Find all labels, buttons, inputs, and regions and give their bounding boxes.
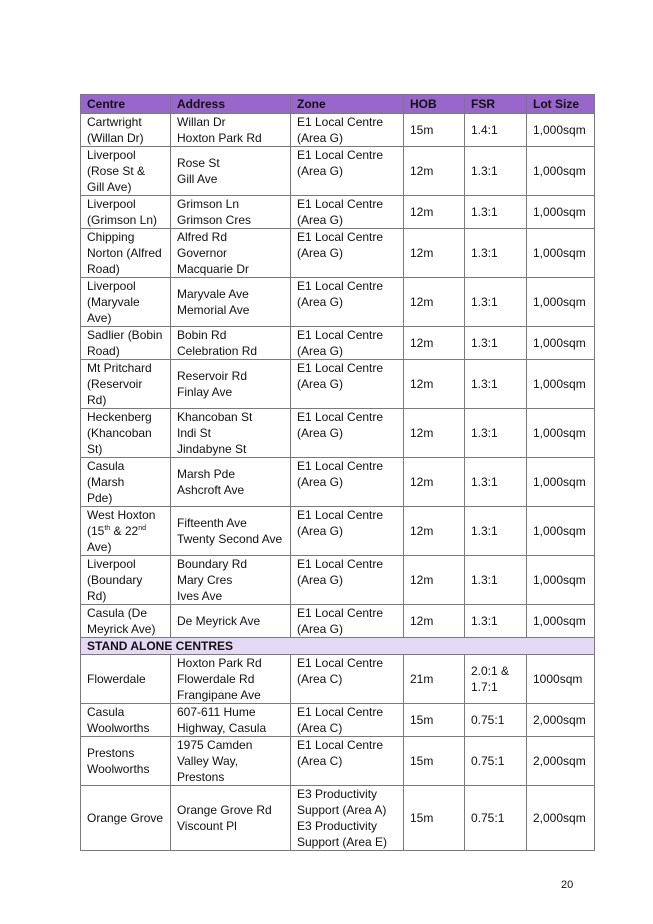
- zone-cell: [291, 704, 404, 737]
- table-row: [81, 507, 595, 556]
- lot-size-cell: 1,000sqm: [527, 605, 595, 638]
- cell-line: E1 Local Centre: [297, 148, 384, 162]
- address-cell: [171, 704, 291, 737]
- centre-cell: [81, 737, 171, 786]
- header-zone: Zone: [291, 95, 404, 114]
- section-row: [81, 638, 595, 655]
- cell-line: Boundary Rd: [177, 557, 248, 571]
- cell-line: Liverpool: [87, 148, 136, 162]
- hob-cell: 15m: [404, 737, 465, 786]
- address-cell: [171, 147, 291, 196]
- cell-line: (Area C): [297, 754, 343, 768]
- cell-line: (Area G): [297, 213, 344, 227]
- zone-cell: [291, 737, 404, 786]
- table-row: [81, 327, 595, 360]
- centre-cell: [81, 147, 171, 196]
- address-cell: [171, 605, 291, 638]
- cell-line: (Area G): [297, 475, 344, 489]
- hob-cell: 12m: [404, 409, 465, 458]
- fsr-cell: [465, 786, 527, 851]
- table-row: [81, 360, 595, 409]
- fsr-cell: [465, 704, 527, 737]
- section-heading: STAND ALONE CENTRES: [81, 638, 595, 655]
- cell-line: 607-611 Hume: [177, 705, 256, 719]
- cell-line: Meyrick Ave): [87, 622, 156, 636]
- fsr-cell: 1.3:1: [465, 360, 527, 409]
- address-cell: [171, 360, 291, 409]
- cell-line: Reservoir Rd: [177, 369, 248, 383]
- cell-line: Fifteenth Ave: [177, 516, 247, 530]
- address-cell: [171, 327, 291, 360]
- zone-cell: [291, 409, 404, 458]
- cell-line: 1975 Camden: [177, 738, 253, 752]
- cell-line: Khancoban St: [177, 410, 253, 424]
- cell-line: Chipping: [87, 230, 135, 244]
- cell-line: Road): [87, 344, 120, 358]
- cell-line: Twenty Second Ave: [177, 532, 283, 546]
- cell-line: E1 Local Centre: [297, 459, 384, 473]
- fsr-cell: [465, 737, 527, 786]
- cell-line: Casula (Marsh: [87, 459, 125, 489]
- centre-cell: [81, 507, 171, 556]
- header-address: Address: [171, 95, 291, 114]
- lot-size-cell: 2,000sqm: [527, 786, 595, 851]
- cell-line: (Area G): [297, 573, 344, 587]
- cell-line: Casula (De: [87, 606, 148, 620]
- zone-cell: [291, 556, 404, 605]
- lot-size-cell: 1,000sqm: [527, 196, 595, 229]
- table-row: [81, 704, 595, 737]
- cell-line: Support (Area E): [297, 835, 388, 849]
- address-cell: [171, 409, 291, 458]
- table-row: [81, 147, 595, 196]
- cell-line: Ashcroft Ave: [177, 483, 245, 497]
- table-row: [81, 655, 595, 704]
- lot-size-cell: 1,000sqm: [527, 327, 595, 360]
- lot-size-cell: 1,000sqm: [527, 278, 595, 327]
- cell-line: Governor: [177, 246, 228, 260]
- centre-cell: [81, 278, 171, 327]
- hob-cell: 12m: [404, 458, 465, 507]
- cell-line: (Area G): [297, 131, 344, 145]
- cell-line: Orange Grove: [87, 811, 164, 825]
- hob-cell: 12m: [404, 507, 465, 556]
- fsr-cell: 1.3:1: [465, 507, 527, 556]
- cell-line: (Khancoban: [87, 426, 152, 440]
- cell-line: Valley Way,: [177, 754, 239, 768]
- cell-text: & 22: [110, 524, 139, 538]
- cell-text: (15: [87, 524, 105, 538]
- cell-line: (Reservoir Rd): [87, 377, 143, 407]
- centre-cell: [81, 327, 171, 360]
- hob-cell: 15m: [404, 704, 465, 737]
- table-row: [81, 605, 595, 638]
- cell-line: Gill Ave): [87, 180, 132, 194]
- fsr-cell: 1.3:1: [465, 147, 527, 196]
- table-row: [81, 556, 595, 605]
- cell-line: E1 Local Centre: [297, 361, 384, 375]
- cell-line: E1 Local Centre: [297, 328, 384, 342]
- centre-cell: [81, 786, 171, 851]
- hob-cell: 15m: [404, 114, 465, 147]
- cell-line: E1 Local Centre: [297, 656, 384, 670]
- cell-line: Prestons: [177, 770, 225, 784]
- cell-line: Casula: [87, 705, 125, 719]
- zone-cell: [291, 114, 404, 147]
- zone-cell: [291, 327, 404, 360]
- header-hob: HOB: [404, 95, 465, 114]
- lot-size-cell: 1,000sqm: [527, 556, 595, 605]
- cell-line: E1 Local Centre: [297, 279, 384, 293]
- cell-line: (Rose St &: [87, 164, 146, 178]
- table-row: [81, 409, 595, 458]
- fsr-cell: 1.3:1: [465, 556, 527, 605]
- cell-line: Mt Pritchard: [87, 361, 152, 375]
- table-row: [81, 786, 595, 851]
- lot-size-cell: 1,000sqm: [527, 507, 595, 556]
- cell-line: Mary Cres: [177, 573, 233, 587]
- table-row: [81, 196, 595, 229]
- cell-line: Orange Grove Rd: [177, 803, 272, 817]
- cell-line: (Area G): [297, 622, 344, 636]
- hob-cell: 12m: [404, 196, 465, 229]
- cell-line: Woolworths: [87, 721, 150, 735]
- cell-line: Hoxton Park Rd: [177, 131, 262, 145]
- centre-cell: [81, 704, 171, 737]
- zone-cell: [291, 229, 404, 278]
- cell-line: E1 Local Centre: [297, 230, 384, 244]
- cell-line: West Hoxton: [87, 508, 156, 522]
- zone-cell: [291, 196, 404, 229]
- cell-line: Support (Area A): [297, 803, 387, 817]
- cell-line: Indi St: [177, 426, 212, 440]
- cell-line: Liverpool: [87, 197, 136, 211]
- address-cell: [171, 786, 291, 851]
- cell-line: Ives Ave: [177, 589, 223, 603]
- zone-cell: [291, 655, 404, 704]
- superscript: nd: [138, 525, 147, 532]
- cell-line: Frangipane Ave: [177, 688, 261, 702]
- cell-line: Alfred Rd: [177, 230, 228, 244]
- fsr-cell: 1.3:1: [465, 229, 527, 278]
- cell-line: Grimson Cres: [177, 213, 252, 227]
- cell-line: E1 Local Centre: [297, 508, 384, 522]
- centre-cell: [81, 655, 171, 704]
- fsr-cell: 1.3:1: [465, 278, 527, 327]
- address-cell: [171, 196, 291, 229]
- lot-size-cell: 1,000sqm: [527, 360, 595, 409]
- cell-line: Jindabyne St: [177, 442, 247, 456]
- hob-cell: 12m: [404, 147, 465, 196]
- cell-line: De Meyrick Ave: [177, 614, 261, 628]
- address-cell: [171, 114, 291, 147]
- zone-cell: [291, 786, 404, 851]
- cell-line: Macquarie Dr: [177, 262, 250, 276]
- table-header-row: [81, 95, 595, 114]
- centre-cell: [81, 229, 171, 278]
- cell-line: Willan Dr: [177, 115, 226, 129]
- cell-line: (Grimson Ln): [87, 213, 158, 227]
- cell-line: Pde): [87, 491, 113, 505]
- centre-cell: [81, 605, 171, 638]
- zone-cell: [291, 278, 404, 327]
- centre-cell: [81, 114, 171, 147]
- cell-line: Heckenberg: [87, 410, 152, 424]
- hob-cell: 12m: [404, 360, 465, 409]
- cell-line: E1 Local Centre: [297, 738, 384, 752]
- centre-cell: [81, 409, 171, 458]
- zone-cell: [291, 605, 404, 638]
- cell-line: E3 Productivity: [297, 819, 378, 833]
- cell-line: Road): [87, 262, 120, 276]
- cell-line: E1 Local Centre: [297, 557, 384, 571]
- lot-size-cell: 2,000sqm: [527, 737, 595, 786]
- cell-line: Prestons: [87, 746, 135, 760]
- address-cell: [171, 278, 291, 327]
- hob-cell: 12m: [404, 327, 465, 360]
- cell-line: 0.75:1: [471, 811, 505, 825]
- cell-line: (Area G): [297, 246, 344, 260]
- cell-line: Ave): [87, 540, 112, 554]
- cell-line: E1 Local Centre: [297, 606, 384, 620]
- cell-line: Memorial Ave: [177, 303, 250, 317]
- cell-line: Norton (Alfred: [87, 246, 162, 260]
- cell-line: Maryvale Ave: [177, 287, 249, 301]
- lot-size-cell: 1,000sqm: [527, 409, 595, 458]
- cell-line: Gill Ave: [177, 172, 218, 186]
- cell-line: Liverpool: [87, 279, 136, 293]
- zone-cell: [291, 458, 404, 507]
- table-row: [81, 458, 595, 507]
- zone-cell: [291, 507, 404, 556]
- cell-line: (Area C): [297, 721, 343, 735]
- centre-cell: [81, 196, 171, 229]
- address-cell: [171, 458, 291, 507]
- cell-line: 2.0:1 &: [471, 664, 510, 678]
- centre-cell: [81, 360, 171, 409]
- lot-size-cell: 1,000sqm: [527, 114, 595, 147]
- page-number: 20: [561, 879, 574, 891]
- cell-line: (Maryvale: [87, 295, 140, 309]
- cell-line: Woolworths: [87, 762, 150, 776]
- cell-line: Liverpool: [87, 557, 136, 571]
- cell-line: St): [87, 442, 103, 456]
- hob-cell: 21m: [404, 655, 465, 704]
- cell-line: (Area G): [297, 524, 344, 538]
- cell-line: (Boundary Rd): [87, 573, 143, 603]
- cell-line: Sadlier (Bobin: [87, 328, 163, 342]
- lot-size-cell: 1000sqm: [527, 655, 595, 704]
- hob-cell: 15m: [404, 786, 465, 851]
- cell-line: Flowerdale: [87, 672, 146, 686]
- lot-size-cell: 1,000sqm: [527, 229, 595, 278]
- table-row: [81, 737, 595, 786]
- cell-line: (Area G): [297, 426, 344, 440]
- fsr-cell: 1.3:1: [465, 327, 527, 360]
- header-centre: Centre: [81, 95, 171, 114]
- cell-line: Ave): [87, 311, 112, 325]
- cell-line: Cartwright: [87, 115, 142, 129]
- fsr-cell: 1.3:1: [465, 196, 527, 229]
- table-row: [81, 229, 595, 278]
- fsr-cell: 1.3:1: [465, 409, 527, 458]
- cell-line: (Willan Dr): [87, 131, 144, 145]
- cell-line: Highway, Casula: [177, 721, 267, 735]
- table-row: [81, 278, 595, 327]
- hob-cell: 12m: [404, 556, 465, 605]
- fsr-cell: 1.4:1: [465, 114, 527, 147]
- address-cell: [171, 507, 291, 556]
- cell-line: Bobin Rd: [177, 328, 227, 342]
- centre-cell: [81, 556, 171, 605]
- centres-table: [80, 94, 595, 851]
- cell-line: 1.7:1: [471, 680, 498, 694]
- cell-line: Marsh Pde: [177, 467, 236, 481]
- lot-size-cell: 1,000sqm: [527, 147, 595, 196]
- cell-line: (Area G): [297, 344, 344, 358]
- cell-line: (Area G): [297, 295, 344, 309]
- cell-line: (Area G): [297, 164, 344, 178]
- address-cell: [171, 229, 291, 278]
- address-cell: [171, 737, 291, 786]
- zone-cell: [291, 147, 404, 196]
- cell-line: 0.75:1: [471, 754, 505, 768]
- address-cell: [171, 556, 291, 605]
- cell-line: Viscount Pl: [177, 819, 237, 833]
- cell-line: E1 Local Centre: [297, 705, 384, 719]
- cell-line: E1 Local Centre: [297, 115, 384, 129]
- cell-line: E1 Local Centre: [297, 197, 384, 211]
- lot-size-cell: 1,000sqm: [527, 458, 595, 507]
- header-lot-size: Lot Size: [527, 95, 595, 114]
- cell-line: Rose St: [177, 156, 220, 170]
- cell-line: Grimson Ln: [177, 197, 240, 211]
- fsr-cell: 1.3:1: [465, 458, 527, 507]
- cell-line: (Area G): [297, 377, 344, 391]
- centre-cell: [81, 458, 171, 507]
- cell-line: Flowerdale Rd: [177, 672, 255, 686]
- fsr-cell: [465, 655, 527, 704]
- lot-size-cell: 2,000sqm: [527, 704, 595, 737]
- zone-cell: [291, 360, 404, 409]
- cell-line: Finlay Ave: [177, 385, 233, 399]
- cell-line: E1 Local Centre: [297, 410, 384, 424]
- cell-line: (Area C): [297, 672, 343, 686]
- cell-line: Celebration Rd: [177, 344, 258, 358]
- superscript: th: [104, 525, 111, 532]
- cell-line: Hoxton Park Rd: [177, 656, 262, 670]
- hob-cell: 12m: [404, 229, 465, 278]
- address-cell: [171, 655, 291, 704]
- header-fsr: FSR: [465, 95, 527, 114]
- cell-line: 0.75:1: [471, 713, 505, 727]
- cell-line: E3 Productivity: [297, 787, 378, 801]
- fsr-cell: 1.3:1: [465, 605, 527, 638]
- table-row: [81, 114, 595, 147]
- hob-cell: 12m: [404, 278, 465, 327]
- hob-cell: 12m: [404, 605, 465, 638]
- cell-line: [87, 523, 164, 539]
